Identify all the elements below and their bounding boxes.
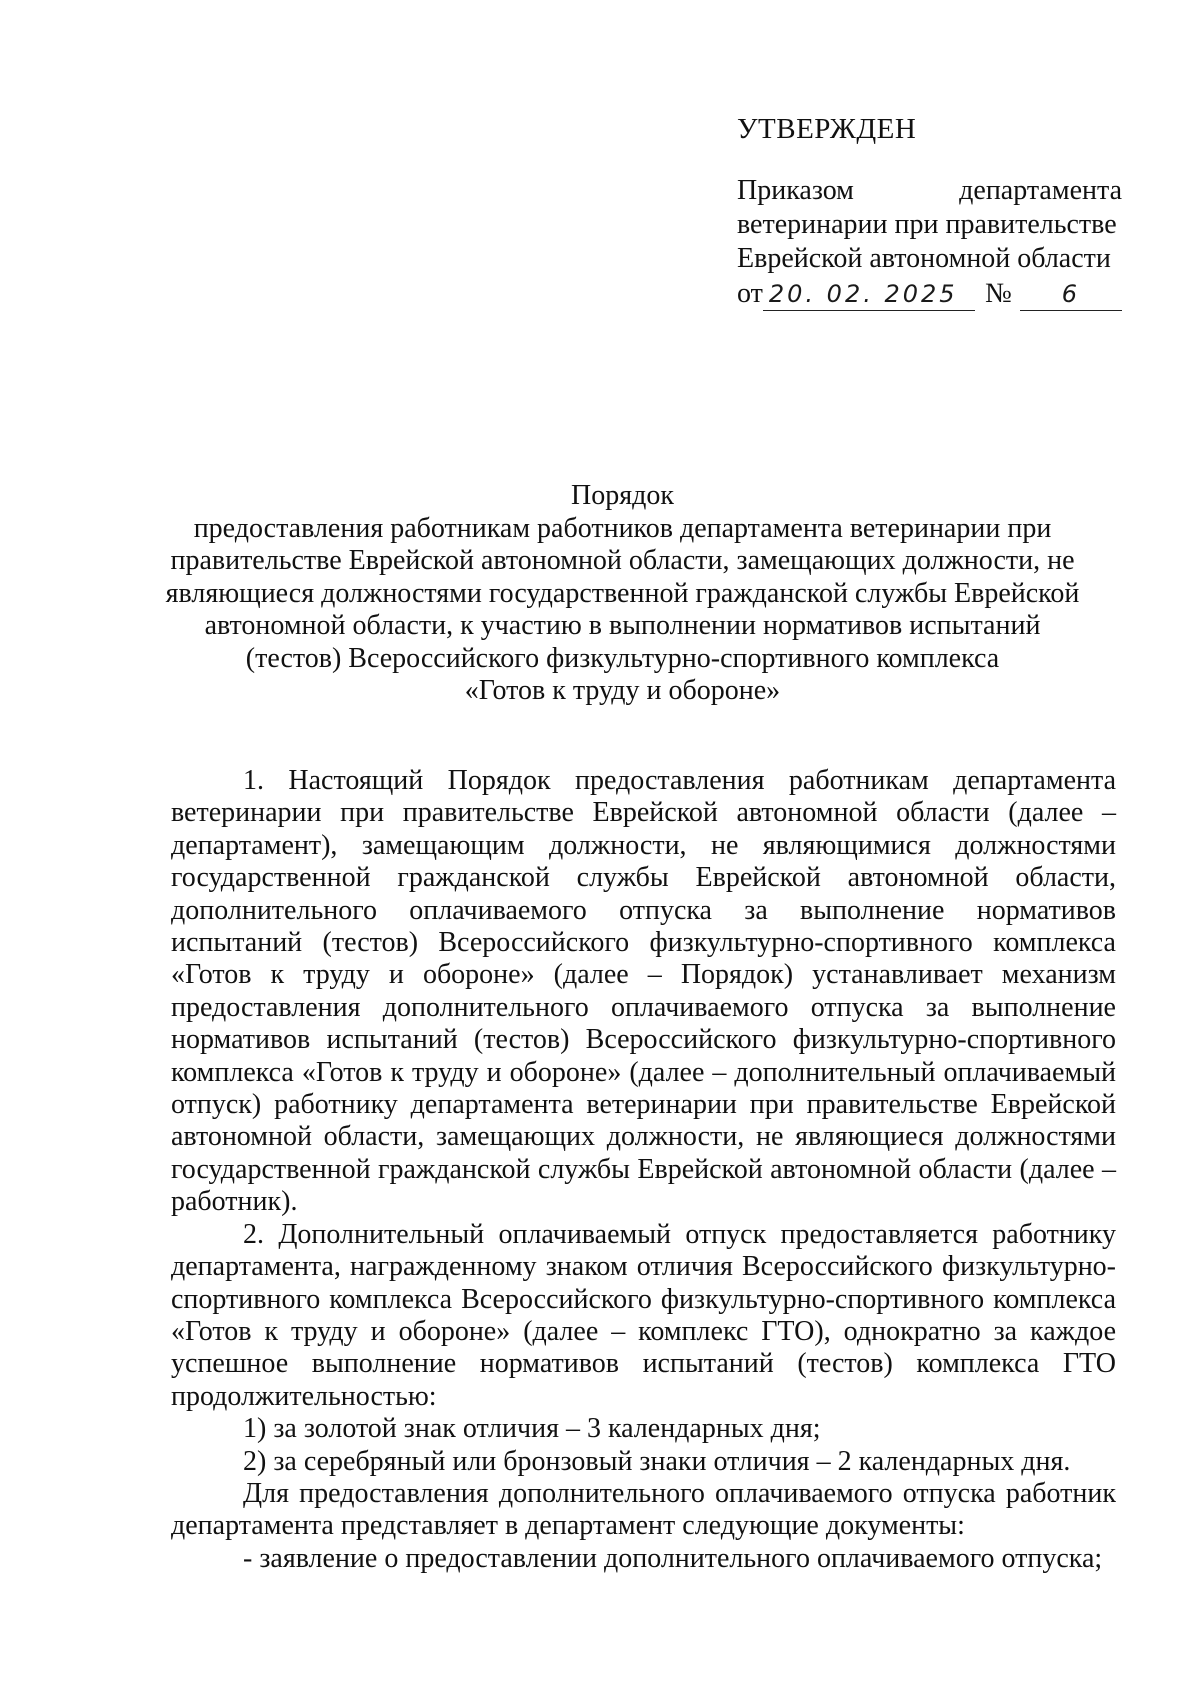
approval-line-3: Еврейской автономной области <box>737 243 1111 274</box>
list-item-gold: 1) за золотой знак отличия – 3 календарных дня; <box>243 1413 821 1445</box>
paragraph-2: 2. Дополнительный оплачиваемый отпуск предоставляется работнику департамента, награжденному знаком отличия Всероссийского физкультурно-спортивного комплекса Всероссийского физкультурно-спортивного комплекса «Готов к труду и обороне» (далее – комплекс ГТО), однократно за каждое успешное выполнение нормативов испытаний (тестов) комплекса ГТО продолжительностью: <box>171 1218 1116 1412</box>
document-body <box>171 765 1116 1575</box>
title-heading: Порядок <box>571 480 674 511</box>
handwritten-number: 6 <box>1020 280 1122 311</box>
date-prefix: от <box>737 278 763 309</box>
approval-title: УТВЕРЖДЕН <box>737 113 917 145</box>
title-line-3: являющиеся должностями государственной гражданской службы Еврейской <box>165 577 1080 609</box>
approval-line-2: ветеринарии при правительстве <box>737 209 1117 240</box>
approval-date-line <box>737 277 1122 311</box>
title-line-1: предоставления работникам работников департамента ветеринарии при <box>193 512 1052 544</box>
title-line-2: правительстве Еврейской автономной области, замещающих должности, не <box>170 545 1075 576</box>
approval-word-department: департамента <box>959 175 1122 206</box>
approval-line-1 <box>737 174 1122 208</box>
number-sign: № <box>985 278 1012 309</box>
paragraph-3: Для предоставления дополнительного оплачиваемого отпуска работник департамента представляет в департамент следующие документы: <box>171 1477 1116 1542</box>
approval-block <box>737 112 1122 311</box>
document-title <box>160 480 1085 708</box>
approval-word-order: Приказом <box>737 175 854 206</box>
handwritten-date: 20. 02. 2025 <box>763 280 975 311</box>
paragraph-1: 1. Настоящий Порядок предоставления работникам департамента ветеринарии при правительстве Еврейской автономной области (далее – департамент), замещающим должности, не являющимися должностями государственной гражданской службы Еврейской автономной области, дополнительного оплачиваемого отпуска за выполнение нормативов испытаний (тестов) Всероссийского физкультурно-спортивного комплекса «Готов к труду и обороне» (далее – Порядок) устанавливает механизм предоставления дополнительного оплачиваемого отпуска за выполнение нормативов испытаний (тестов) Всероссийского физкультурно-спортивного комплекса «Готов к труду и обороне» (далее – дополнительный оплачиваемый отпуск) работнику департамента ветеринарии при правительстве Еврейской автономной области, замещающих должности, не являющиеся должностями государственной гражданской службы Еврейской автономной области (далее – работник). <box>171 765 1116 1218</box>
list-item-silver-bronze: 2) за серебряный или бронзовый знаки отличия – 2 календарных дня. <box>243 1445 1071 1477</box>
title-line-6: «Готов к труду и обороне» <box>464 675 781 706</box>
title-line-5: (тестов) Всероссийского физкультурно-спортивного комплекса <box>245 642 1000 674</box>
title-line-4: автономной области, к участию в выполнении нормативов испытаний <box>204 610 1041 641</box>
list-item-application: - заявление о предоставлении дополнительного оплачиваемого отпуска; <box>243 1542 1103 1574</box>
